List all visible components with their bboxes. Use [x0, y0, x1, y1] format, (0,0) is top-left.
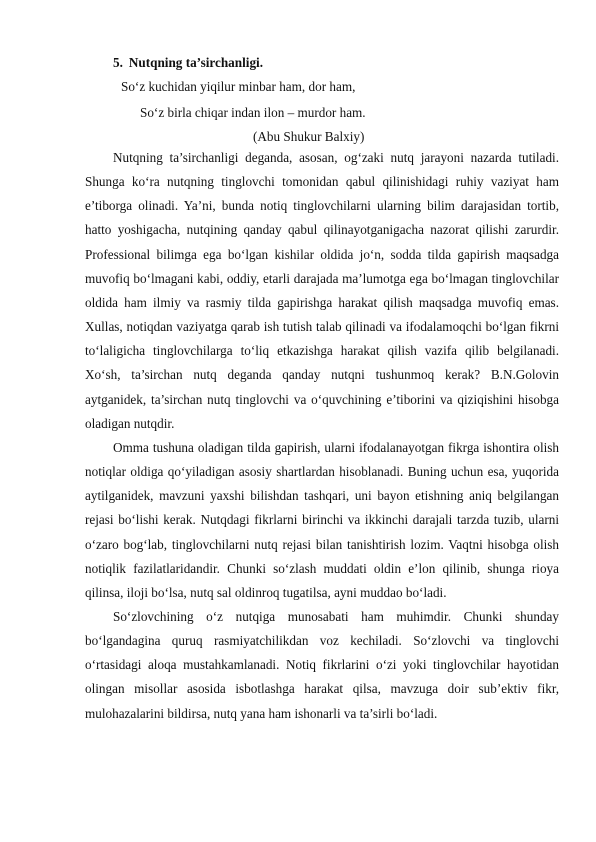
section-title: Nutqning ta’sirchanligi.	[128, 55, 263, 70]
paragraph: So‘zlovchining o‘z nutqiga munosabati ham muhimdir. Chunki shunday bo‘lgandagina quruq rasmiyatchilikdan voz kechiladi. So‘zlovchi va tinglovchi o‘rtasidagi aloqa mustahkamlanadi. Notiq fikrlarini o‘zi yoki tinglovchilar hayotidan olingan misollar asosida isbotlashga harakat qilsa, mavzuga doir sub’ektiv fikr, mulohazalarini bildirsa, nutq yana ham ishonarli va ta’sirli bo‘ladi.	[85, 608, 559, 721]
paragraph: Omma tushuna oladigan tilda gapirish, ularni ifodalanayotgan fikrga ishontira olish notiqlar oldiga qo‘yiladigan asosiy shartlardan hisoblanadi. Buning uchun esa, yuqorida aytilganidek, mavzuni yaxshi bilishdan tashqari, uni bayon etishning aniq belgilangan rejasi bo‘lishi kerak. Nutqdagi fikrlarni birinchi va ikkinchi darajali tarzda tuzib, ularni o‘zaro bog‘lab, tinglovchilarni nutq rejasi bilan tanishtirish lozim. Vaqtni hisobga olish notiqlik fazilatlaridandir. Chunki so‘zlash muddati oldin e’lon qilinib, shunga rioya qilinsa, iloji bo‘lsa, nutq sal oldinroq tugatilsa, ayni muddao bo‘ladi.	[85, 439, 559, 600]
paragraph: Nutqning ta’sirchanligi deganda, asosan, og‘zaki nutq jarayoni nazarda tutiladi. Shunga ko‘ra nutqning tinglovchi tomonidan qabul qilinishidagi ruhiy vaziyat ham e’tiborga olinadi. Ya’ni, bunda notiq tinglovchilarni ularning bilim darajasidan tortib, hatto yoshigacha, nutqining qanday qabul qilinayotganigacha nazorat qilishi zarurdir. Professional bilimga ega bo‘lgan kishilar oldida jo‘n, sodda tilda gapirish maqsadga muvofiq bo‘lmagani kabi, oddiy, etarli darajada ma’lumotga ega bo‘lmagan tinglovchilar oldida ham ilmiy va rasmiy tilda gapirishga harakat qilish maqsadga muvofiq emas. Xullas, notiqdan vaziyatga qarab ish tutish talab qilinadi va ifodalamoqchi bo‘lgan fikrni to‘laligicha tinglovchilarga to‘liq etkazishga harakat qilish vazifa qilib belgilanadi. Xo‘sh, ta’sirchan nutq deganda qanday nutqni tushunmoq kerak? B.N.Golovin aytganidek, ta’sirchan nutq tinglovchi va o‘quvchining e’tiborini va qiziqishini hisobga oladigan nutqdir.	[85, 150, 559, 431]
epigraph-line-2: So‘z birla chiqar indan ilon – murdor ham.	[140, 105, 366, 120]
body-text	[85, 146, 559, 726]
epigraph-source: (Abu Shukur Balxiy)	[253, 129, 365, 144]
section-heading	[113, 54, 263, 71]
epigraph-line-1: So‘z kuchidan yiqilur minbar ham, dor ham,	[121, 79, 356, 94]
section-number: 5.	[113, 55, 123, 70]
